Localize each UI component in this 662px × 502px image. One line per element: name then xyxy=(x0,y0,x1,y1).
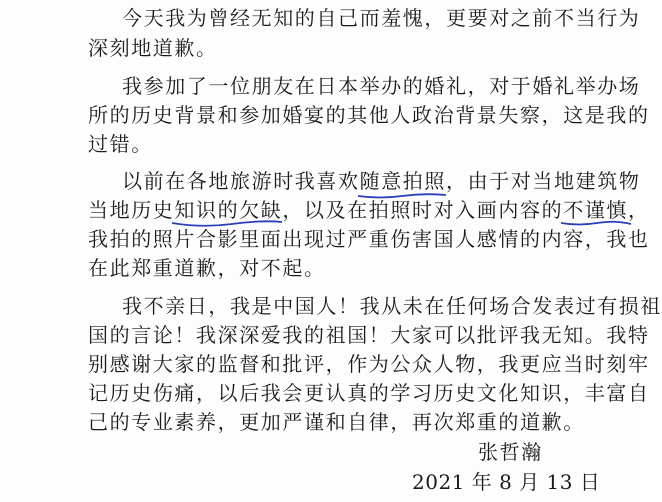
paragraph-4-line-4: 记历史伤痛，以后我会更认真的学习历史文化知识，丰富自 xyxy=(88,381,650,405)
paragraph-3-line-1-text-b: ，由于对当地建筑物 xyxy=(446,169,641,193)
paragraph-3-line-2-text-b: ，以及在拍照时对入画内容的 xyxy=(282,198,564,222)
signature-date: 2021 年 8 月 13 日 xyxy=(412,470,601,494)
paragraph-3-line-1-text-a: 以前在各地旅游时我喜欢 xyxy=(122,169,360,193)
handwritten-underline-2 xyxy=(174,198,282,222)
paragraph-4-line-1: 我不亲日，我是中国人！我从未在任何场合发表过有损祖 xyxy=(122,294,662,318)
paragraph-4-line-3: 别感谢大家的监督和批评，作为公众人物，我更应当时刻牢 xyxy=(88,352,650,376)
underlined-phrase-2: 知识的欠缺 xyxy=(174,198,283,222)
paragraph-3-line-2-text-c: ， xyxy=(628,198,650,222)
paragraph-3-line-4: 在此郑重道歉，对不起。 xyxy=(88,256,326,280)
underlined-phrase-3: 不谨慎 xyxy=(563,198,629,222)
paragraph-2-line-1: 我参加了一位朋友在日本举办的婚礼，对于婚礼举办场 xyxy=(122,74,641,98)
paragraph-2-line-3: 过错。 xyxy=(88,132,153,156)
paragraph-4-line-2: 国的言论！我深深爱我的祖国！大家可以批评我无知。我特 xyxy=(88,323,650,347)
signature-name: 张哲瀚 xyxy=(478,440,543,464)
paragraph-3-line-3: 我拍的照片合影里面出现过严重伤害国人感情的内容，我也 xyxy=(88,227,650,251)
paragraph-2-line-2: 所的历史背景和参加婚宴的其他人政治背景失察，这是我的 xyxy=(88,103,650,127)
paragraph-3-line-1 xyxy=(122,169,640,193)
paragraph-1-line-1: 今天我为曾经无知的自己而羞愧，更要对之前不当行为 xyxy=(122,6,641,30)
handwritten-underline-1 xyxy=(360,169,446,193)
paragraph-1-line-2: 深刻地道歉。 xyxy=(88,36,218,60)
paragraph-3-line-2 xyxy=(88,198,650,222)
paragraph-4-line-5: 己的专业素养，更加严谨和自律，再次郑重的道歉。 xyxy=(88,410,585,434)
handwritten-underline-3 xyxy=(563,198,628,222)
paragraph-3-line-2-text-a: 当地历史 xyxy=(88,198,175,222)
underlined-phrase-1: 随意拍照 xyxy=(359,169,447,193)
